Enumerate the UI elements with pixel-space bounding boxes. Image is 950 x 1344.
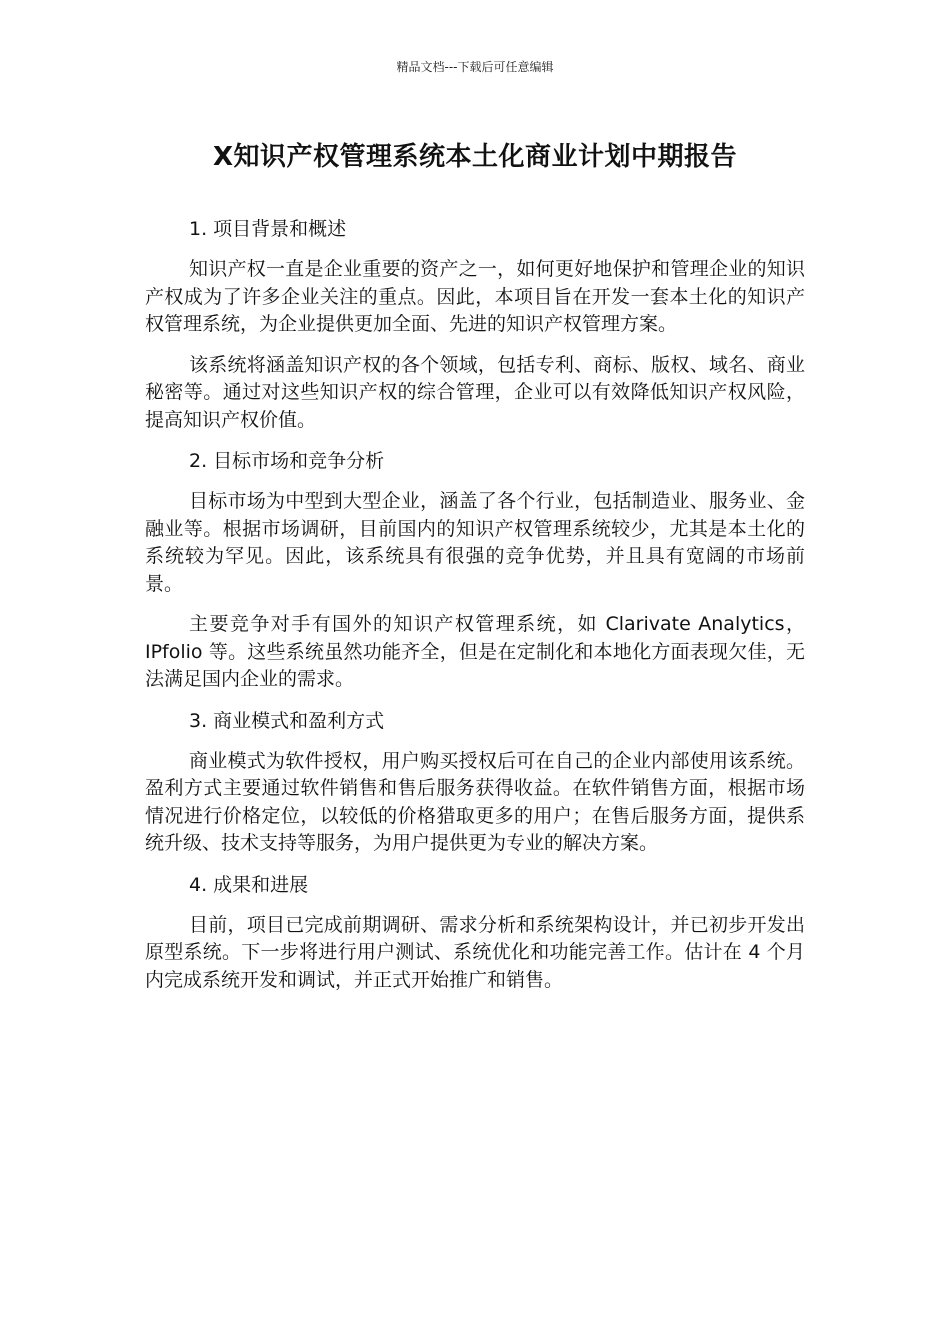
section-background (145, 215, 805, 434)
header-note: 精品文档---下载后可任意编辑 (396, 60, 554, 74)
section-heading: 2. 目标市场和竞争分析 (189, 450, 385, 472)
section-heading: 4. 成果和进展 (189, 873, 309, 896)
section-heading: 1. 项目背景和概述 (189, 218, 347, 240)
section-heading: 3. 商业模式和盈利方式 (189, 709, 385, 732)
document-body (145, 215, 805, 1007)
paragraph: 目标市场为中型到大型企业，涵盖了各个行业，包括制造业、服务业、金融业等。根据市场调研，目前国内的知识产权管理系统较少，尤其是本土化的系统较为罕见。因此，该系统具有很强的竞争优势，并且具有宽阔的市场前景。 (145, 490, 805, 595)
section-business-model (145, 707, 805, 858)
paragraph: 目前，项目已完成前期调研、需求分析和系统架构设计，并已初步开发出原型系统。下一步将进行用户测试、系统优化和功能完善工作。估计在 4 个月内完成系统开发和调试，并正式开始推广和销售。 (145, 913, 805, 991)
paragraph: 知识产权一直是企业重要的资产之一，如何更好地保护和管理企业的知识产权成为了许多企业关注的重点。因此，本项目旨在开发一套本土化的知识产权管理系统，为企业提供更加全面、先进的知识产权管理方案。 (145, 258, 805, 335)
paragraph: 商业模式为软件授权，用户购买授权后可在自己的企业内部使用该系统。盈利方式主要通过软件销售和售后服务获得收益。在软件销售方面，根据市场情况进行价格定位，以较低的价格猎取更多的用户；在售后服务方面，提供系统升级、技术支持等服务，为用户提供更为专业的解决方案。 (145, 749, 805, 854)
paragraph: 主要竞争对手有国外的知识产权管理系统，如 Clarivate Analytics，IPfolio 等。这些系统虽然功能齐全，但是在定制化和本地化方面表现欠佳，无法满足国内企业的需求。 (145, 613, 805, 690)
section-progress (145, 871, 805, 995)
paragraph: 该系统将涵盖知识产权的各个领域，包括专利、商标、版权、域名、商业秘密等。通过对这些知识产权的综合管理，企业可以有效降低知识产权风险，提高知识产权价值。 (145, 353, 805, 431)
section-market (145, 447, 805, 694)
document-title: X知识产权管理系统本土化商业计划中期报告 (212, 142, 738, 172)
